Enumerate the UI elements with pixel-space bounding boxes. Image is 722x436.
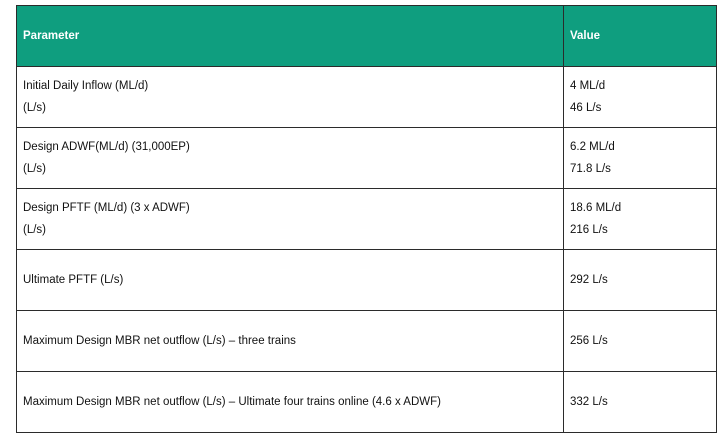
parameter-table — [16, 5, 717, 433]
value-cell — [564, 128, 717, 189]
parameter-line: Maximum Design MBR net outflow (L/s) – Ultimate four trains online (4.6 x ADWF) — [23, 396, 441, 408]
value-line: 4 ML/d — [570, 80, 606, 92]
parameter-line: Initial Daily Inflow (ML/d) — [23, 80, 149, 92]
parameter-line: Ultimate PFTF (L/s) — [23, 274, 124, 286]
header-parameter: Parameter — [17, 6, 564, 67]
parameter-cell — [17, 128, 564, 189]
parameter-line: Maximum Design MBR net outflow (L/s) – three trains — [23, 335, 296, 347]
value-line: 292 L/s — [570, 274, 608, 286]
table-row — [17, 372, 717, 433]
parameter-line: (L/s) — [23, 163, 46, 175]
table-header-row — [17, 6, 717, 67]
parameter-cell — [17, 311, 564, 372]
value-cell — [564, 250, 717, 311]
parameter-cell — [17, 250, 564, 311]
table-row — [17, 67, 717, 128]
value-line: 71.8 L/s — [570, 163, 611, 175]
value-cell — [564, 189, 717, 250]
value-line: 332 L/s — [570, 396, 608, 408]
parameter-cell — [17, 372, 564, 433]
value-line: 46 L/s — [570, 102, 602, 114]
table-row — [17, 311, 717, 372]
value-cell — [564, 311, 717, 372]
parameter-line: Design PFTF (ML/d) (3 x ADWF) — [23, 202, 190, 214]
table-row — [17, 128, 717, 189]
value-cell — [564, 372, 717, 433]
value-line: 6.2 ML/d — [570, 141, 615, 153]
parameter-cell — [17, 189, 564, 250]
table-row — [17, 189, 717, 250]
table-row — [17, 250, 717, 311]
header-value: Value — [564, 6, 717, 67]
value-line: 18.6 ML/d — [570, 202, 622, 214]
parameter-line: (L/s) — [23, 224, 46, 236]
parameter-line: (L/s) — [23, 102, 46, 114]
value-line: 256 L/s — [570, 335, 608, 347]
parameter-cell — [17, 67, 564, 128]
parameter-line: Design ADWF(ML/d) (31,000EP) — [23, 141, 190, 153]
value-line: 216 L/s — [570, 224, 608, 236]
value-cell — [564, 67, 717, 128]
